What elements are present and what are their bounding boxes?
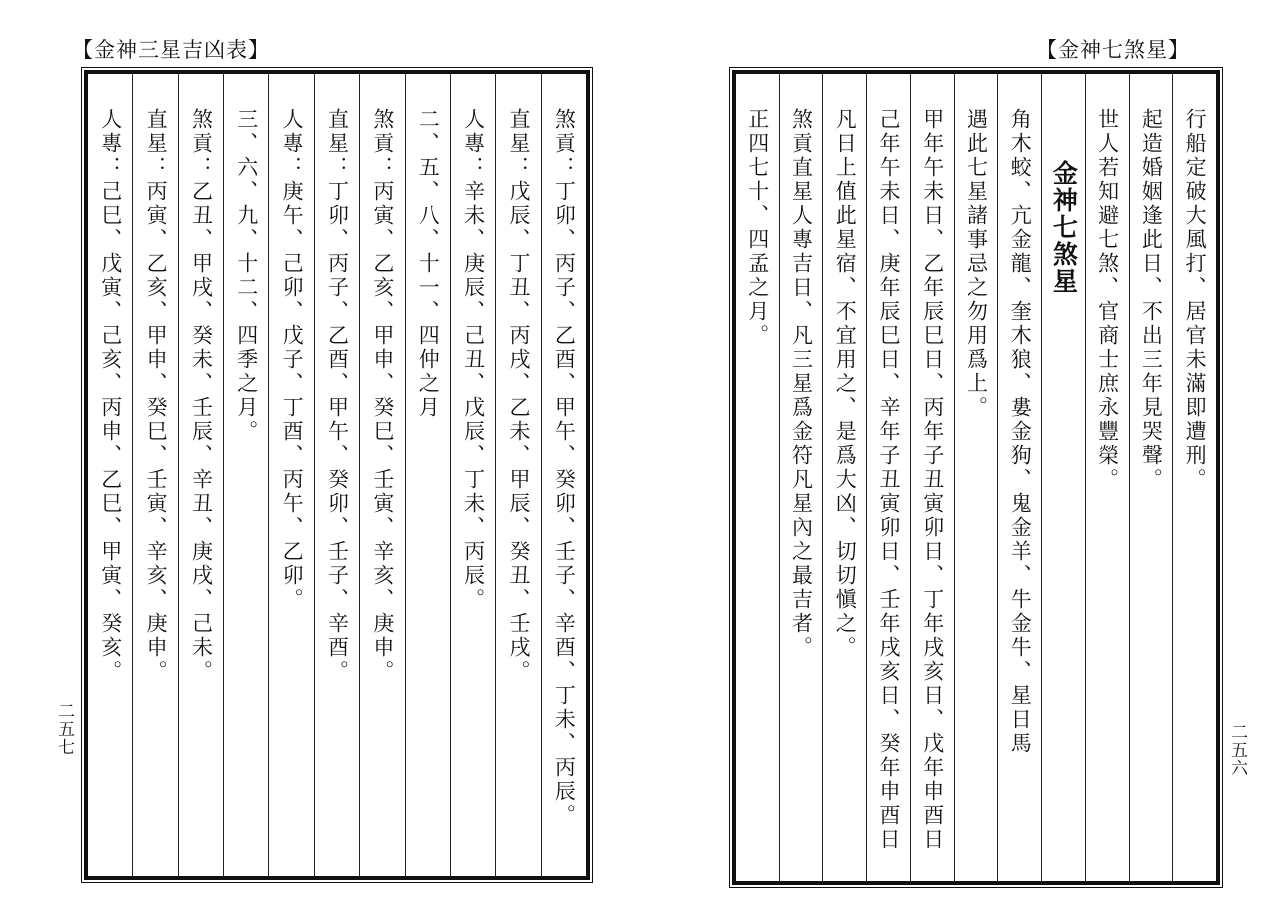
right-column-text: 遇此七星諸事忌之勿用爲上。 <box>964 108 989 420</box>
left-column-text: 煞貢：丁卯、丙子、乙酉、甲午、癸卯、壬子、辛酉、丁未、丙辰。 <box>552 108 577 828</box>
right-columns <box>736 74 1216 881</box>
right-page <box>640 0 1280 914</box>
right-page-header: 【金神七煞星】 <box>1036 38 1190 62</box>
left-column-text: 直星：丁卯、丙子、乙酉、甲午、癸卯、壬子、辛酉。 <box>325 108 350 684</box>
left-column-text: 三、六、九、十二、四季之月。 <box>234 108 259 444</box>
left-column <box>268 74 313 876</box>
left-page-header: 【金神三星吉凶表】 <box>72 38 270 62</box>
right-column <box>1172 74 1216 881</box>
right-column-text: 世人若知避七煞、官商士庶永豐榮。 <box>1095 108 1120 492</box>
right-column-text: 行船定破大風打、居官未滿即遭刑。 <box>1183 108 1208 492</box>
right-column <box>822 74 866 881</box>
left-column-text: 直星：戊辰、丁丑、丙戌、乙未、甲辰、癸丑、壬戌。 <box>506 108 531 684</box>
left-column-text: 直星：丙寅、乙亥、甲申、癸巳、壬寅、辛亥、庚申。 <box>144 108 169 684</box>
right-column <box>779 74 823 881</box>
right-page-number: 二五六 <box>1227 723 1247 777</box>
left-column <box>359 74 404 876</box>
left-column <box>314 74 359 876</box>
right-column <box>954 74 998 881</box>
right-title-column <box>1041 74 1085 881</box>
left-column-text: 人專：庚午、己卯、戊子、丁酉、丙午、乙卯。 <box>280 108 305 612</box>
left-column <box>541 74 586 876</box>
left-table-frame <box>84 70 590 880</box>
left-column-text: 人專：辛未、庚辰、己丑、戊辰、丁未、丙辰。 <box>461 108 486 612</box>
right-column-text: 凡日上值此星宿、不宜用之、是爲大凶、切切愼之。 <box>833 108 858 660</box>
section-title: 金神七煞星 <box>1049 160 1079 295</box>
right-column <box>997 74 1041 881</box>
left-column <box>450 74 495 876</box>
left-column <box>88 74 132 876</box>
right-column <box>736 74 779 881</box>
left-column <box>132 74 177 876</box>
right-column <box>1085 74 1129 881</box>
right-table-frame <box>732 70 1220 885</box>
left-column-text: 煞貢：丙寅、乙亥、甲申、癸巳、壬寅、辛亥、庚申。 <box>370 108 395 684</box>
left-column <box>178 74 223 876</box>
left-column-text: 人專：己巳、戊寅、己亥、丙申、乙巳、甲寅、癸亥。 <box>98 108 123 684</box>
left-column-text: 煞貢：乙丑、甲戌、癸未、壬辰、辛丑、庚戌、己未。 <box>189 108 214 684</box>
right-column <box>866 74 910 881</box>
right-column-text: 正四七十、四孟之月。 <box>745 108 770 348</box>
right-column-text: 起造婚姻逢此日、不出三年見哭聲。 <box>1139 108 1164 492</box>
left-column-text: 二、五、八、十一、四仲之月 <box>416 108 441 420</box>
left-page-number: 二五七 <box>54 702 74 756</box>
right-column-text: 甲年午未日、乙年辰巳日、丙年子丑寅卯日、丁年戌亥日、戊年申酉日 <box>920 108 945 852</box>
right-column <box>1129 74 1173 881</box>
right-column <box>910 74 954 881</box>
left-column <box>495 74 540 876</box>
left-column <box>223 74 268 876</box>
left-columns <box>88 74 586 876</box>
right-column-text: 煞貢直星人專吉日、凡三星爲金符凡星內之最吉者。 <box>789 108 814 660</box>
right-column-text: 角木蛟、亢金龍、奎木狼、婁金狗、鬼金羊、牛金牛、星日馬 <box>1008 108 1033 756</box>
left-column <box>405 74 450 876</box>
right-column-text: 己年午未日、庚年辰巳日、辛年子丑寅卯日、壬年戌亥日、癸年申酉日 <box>876 108 901 852</box>
